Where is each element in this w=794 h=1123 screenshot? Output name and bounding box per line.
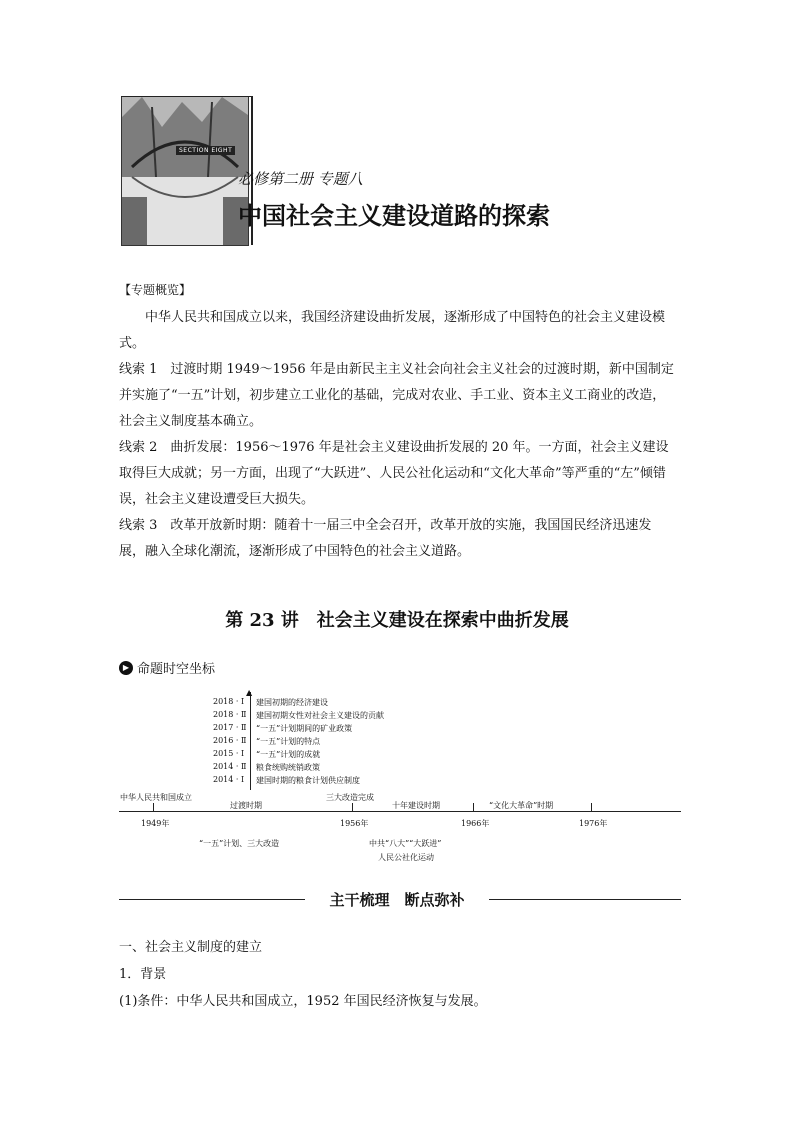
content-heading-2: 1．背景 — [119, 967, 167, 982]
tick — [352, 803, 353, 811]
exam-year: 2015 · Ⅰ — [213, 749, 245, 758]
timeline-above: 三大改造完成 — [326, 793, 374, 802]
timeline-year: 1949年 — [141, 819, 170, 828]
exam-topic: 粮食统购统销政策 — [256, 763, 320, 772]
timeline-above: “文化大革命”时期 — [489, 801, 554, 810]
overview-label: 【专题概览】 — [119, 283, 192, 297]
tick — [591, 803, 592, 811]
coord-label: 命题时空坐标 — [137, 662, 216, 677]
clue-3: 线索 3 改革开放新时期：随着十一届三中全会召开，改革开放的实施，我国国民经济迅速发展，融入全球化潮流，逐渐形成了中国特色的社会主义道路。 — [119, 518, 652, 559]
timeline-below: 中共“八大”“大跃进” — [369, 839, 442, 848]
section-heading: 主干梳理 断点弥补 — [329, 891, 465, 909]
play-icon: ▶ — [119, 661, 133, 675]
lecture-title: 第 23 讲 社会主义建设在探索中曲折发展 — [225, 610, 569, 631]
arrow-up-icon: ▲ — [246, 688, 253, 697]
exam-topic: 建国时期的粮食计划供应制度 — [256, 776, 360, 785]
content-paragraph: (1)条件：中华人民共和国成立，1952 年国民经济恢复与发展。 — [119, 994, 487, 1009]
exam-year: 2016 · Ⅱ — [213, 736, 247, 745]
page-title: 中国社会主义建设道路的探索 — [238, 202, 550, 230]
exam-topic: 建国初期女性对社会主义建设的贡献 — [256, 711, 384, 720]
exam-year: 2014 · Ⅱ — [213, 762, 247, 771]
clue-2: 线索 2 曲折发展：1956～1976 年是社会主义建设曲折发展的 20 年。一方面，社会主义建设取得巨大成就；另一方面，出现了“大跃进”、人民公社化运动和“文化大革命”等严重的“左”倾错误，社会主义建设遭受巨大损失。 — [119, 440, 669, 507]
timeline-above: 中华人民共和国成立 — [120, 793, 192, 802]
clue-1: 线索 1 过渡时期 1949～1956 年是由新民主主义社会向社会主义社会的过渡时期，新中国制定并实施了“一五”计划，初步建立工业化的基础，完成对农业、手工业、资本主义工商业的改造，社会主义制度基本确立。 — [119, 362, 674, 429]
exam-topic: 建国初期的经济建设 — [256, 698, 328, 707]
subtitle: 必修第二册 专题八 — [238, 170, 363, 188]
timeline-year: 1956年 — [340, 819, 369, 828]
exam-year: 2018 · Ⅱ — [213, 710, 247, 719]
exam-year: 2017 · Ⅱ — [213, 723, 247, 732]
timeline-year: 1966年 — [461, 819, 490, 828]
coord-heading — [119, 658, 215, 677]
tick — [153, 803, 154, 811]
timeline-below: 人民公社化运动 — [378, 853, 434, 862]
timeline-axis — [119, 811, 681, 812]
exam-topic: “一五”计划期间的矿业政策 — [256, 724, 353, 733]
exam-topic: “一五”计划的特点 — [256, 737, 321, 746]
timeline-above: 十年建设时期 — [392, 801, 440, 810]
overview-intro: 中华人民共和国成立以来，我国经济建设曲折发展，逐渐形成了中国特色的社会主义建设模式。 — [119, 310, 666, 351]
content-heading-1: 一、社会主义制度的建立 — [119, 940, 263, 955]
exam-year: 2018 · Ⅰ — [213, 697, 245, 706]
timeline-year: 1976年 — [579, 819, 608, 828]
exam-year: 2014 · Ⅰ — [213, 775, 245, 784]
tick — [473, 803, 474, 811]
timeline-vertical — [250, 692, 251, 790]
section-label: SECTION EIGHT — [176, 146, 235, 155]
exam-topic: “一五”计划的成就 — [256, 750, 321, 759]
timeline-above: 过渡时期 — [230, 801, 262, 810]
timeline-below: “一五”计划、三大改造 — [199, 839, 280, 848]
photo-frame — [121, 96, 253, 245]
